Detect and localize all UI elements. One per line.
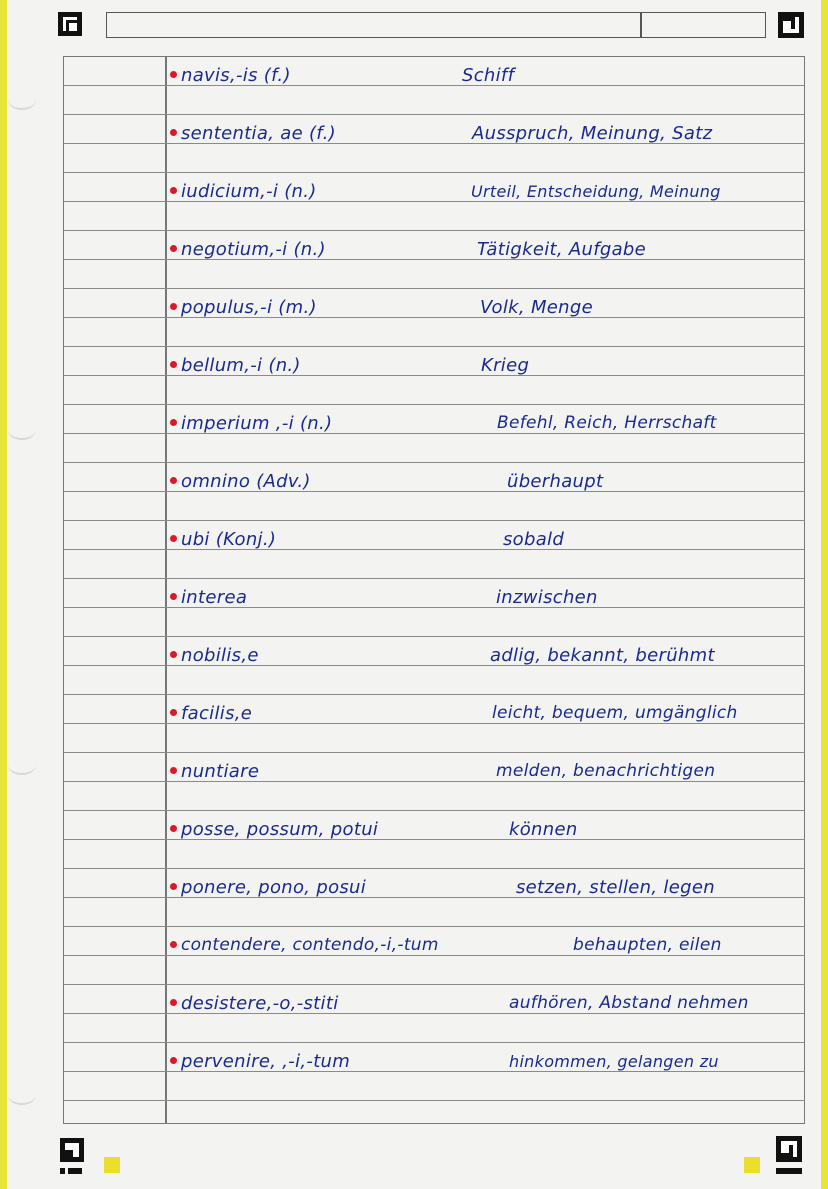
bullet-icon bbox=[170, 883, 177, 890]
latin-term: desistere,-o,-stiti bbox=[181, 993, 339, 1014]
corner-marker-icon bbox=[778, 12, 804, 38]
bullet-icon bbox=[170, 593, 177, 600]
latin-term: negotium,-i (n.) bbox=[181, 239, 326, 260]
bullet-icon bbox=[170, 71, 177, 78]
ruled-line bbox=[64, 346, 805, 347]
german-translation: aufhören, Abstand nehmen bbox=[509, 993, 749, 1013]
bullet-icon bbox=[170, 535, 177, 542]
ruled-line bbox=[64, 404, 805, 405]
latin-term: contendere, contendo,-i,-tum bbox=[181, 935, 439, 955]
latin-term: populus,-i (m.) bbox=[181, 297, 317, 318]
bullet-icon bbox=[170, 303, 177, 310]
german-translation: Ausspruch, Meinung, Satz bbox=[472, 123, 713, 144]
bullet-icon bbox=[170, 477, 177, 484]
ruled-line bbox=[64, 752, 805, 753]
bullet-icon bbox=[170, 999, 177, 1006]
ruled-line bbox=[64, 172, 805, 173]
latin-term: navis,-is (f.) bbox=[181, 65, 291, 86]
ruled-line bbox=[64, 578, 805, 579]
yellow-marker bbox=[104, 1157, 120, 1173]
vocab-row bbox=[0, 409, 828, 438]
vocab-row bbox=[0, 989, 828, 1018]
german-translation: melden, benachrichtigen bbox=[496, 761, 716, 781]
latin-term: posse, possum, potui bbox=[181, 819, 379, 840]
ruled-line bbox=[64, 230, 805, 231]
latin-term: omnino (Adv.) bbox=[181, 471, 311, 492]
ruled-line bbox=[64, 694, 805, 695]
vocab-row bbox=[0, 815, 828, 844]
ruled-line bbox=[64, 1042, 805, 1043]
corner-marker-icon bbox=[58, 12, 82, 36]
bullet-icon bbox=[170, 187, 177, 194]
ruled-line bbox=[64, 636, 805, 637]
yellow-marker bbox=[744, 1157, 760, 1173]
vocab-row bbox=[0, 583, 828, 612]
bullet-icon bbox=[170, 941, 177, 948]
bullet-icon bbox=[170, 129, 177, 136]
latin-term: ponere, pono, posui bbox=[181, 877, 367, 898]
corner-marker-icon bbox=[776, 1136, 802, 1176]
german-translation: behaupten, eilen bbox=[573, 935, 722, 955]
vocab-row bbox=[0, 641, 828, 670]
ruled-line bbox=[64, 1100, 805, 1101]
german-translation: sobald bbox=[503, 529, 565, 550]
punch-hole bbox=[8, 90, 36, 110]
bullet-icon bbox=[170, 651, 177, 658]
german-translation: setzen, stellen, legen bbox=[516, 877, 715, 898]
latin-term: imperium ,-i (n.) bbox=[181, 413, 333, 434]
german-translation: Urteil, Entscheidung, Meinung bbox=[471, 182, 721, 201]
latin-term: facilis,e bbox=[181, 703, 253, 724]
corner-marker-icon bbox=[60, 1138, 84, 1176]
vocab-row bbox=[0, 1047, 828, 1076]
bullet-icon bbox=[170, 825, 177, 832]
ruled-line bbox=[64, 810, 805, 811]
bullet-icon bbox=[170, 245, 177, 252]
ruled-line bbox=[64, 114, 805, 115]
ruled-line bbox=[64, 984, 805, 985]
vocab-row bbox=[0, 873, 828, 902]
german-translation: können bbox=[509, 819, 578, 840]
german-translation: Volk, Menge bbox=[480, 297, 593, 318]
vocab-row bbox=[0, 525, 828, 554]
bullet-icon bbox=[170, 767, 177, 774]
german-translation: überhaupt bbox=[507, 471, 604, 492]
german-translation: Befehl, Reich, Herrschaft bbox=[497, 413, 717, 433]
ruled-line bbox=[64, 462, 805, 463]
header-divider bbox=[640, 12, 642, 38]
german-translation: leicht, bequem, umgänglich bbox=[492, 703, 738, 723]
bullet-icon bbox=[170, 419, 177, 426]
ruled-line bbox=[64, 926, 805, 927]
ruled-line bbox=[64, 520, 805, 521]
vocab-row bbox=[0, 61, 828, 90]
german-translation: Tätigkeit, Aufgabe bbox=[477, 239, 647, 260]
latin-term: sententia, ae (f.) bbox=[181, 123, 336, 144]
bullet-icon bbox=[170, 361, 177, 368]
header-field bbox=[106, 12, 766, 38]
vocab-row bbox=[0, 467, 828, 496]
vocab-row bbox=[0, 351, 828, 380]
german-translation: adlig, bekannt, berühmt bbox=[490, 645, 715, 666]
latin-term: bellum,-i (n.) bbox=[181, 355, 301, 376]
bullet-icon bbox=[170, 1057, 177, 1064]
latin-term: interea bbox=[181, 587, 248, 608]
vocab-row bbox=[0, 293, 828, 322]
vocab-row bbox=[0, 235, 828, 264]
vocab-row bbox=[0, 757, 828, 786]
latin-term: iudicium,-i (n.) bbox=[181, 181, 317, 202]
bullet-icon bbox=[170, 709, 177, 716]
latin-term: nobilis,e bbox=[181, 645, 259, 666]
german-translation: hinkommen, gelangen zu bbox=[509, 1052, 719, 1071]
vocab-row bbox=[0, 119, 828, 148]
latin-term: ubi (Konj.) bbox=[181, 529, 277, 550]
latin-term: pervenire, ,-i,-tum bbox=[181, 1051, 351, 1072]
latin-term: nuntiare bbox=[181, 761, 260, 782]
german-translation: Krieg bbox=[481, 355, 530, 376]
punch-hole bbox=[8, 1085, 36, 1105]
german-translation: Schiff bbox=[462, 65, 515, 86]
vocab-row bbox=[0, 931, 828, 960]
ruled-line bbox=[64, 288, 805, 289]
ruled-line bbox=[64, 868, 805, 869]
german-translation: inzwischen bbox=[496, 587, 598, 608]
vocab-row bbox=[0, 177, 828, 206]
vocab-row bbox=[0, 699, 828, 728]
